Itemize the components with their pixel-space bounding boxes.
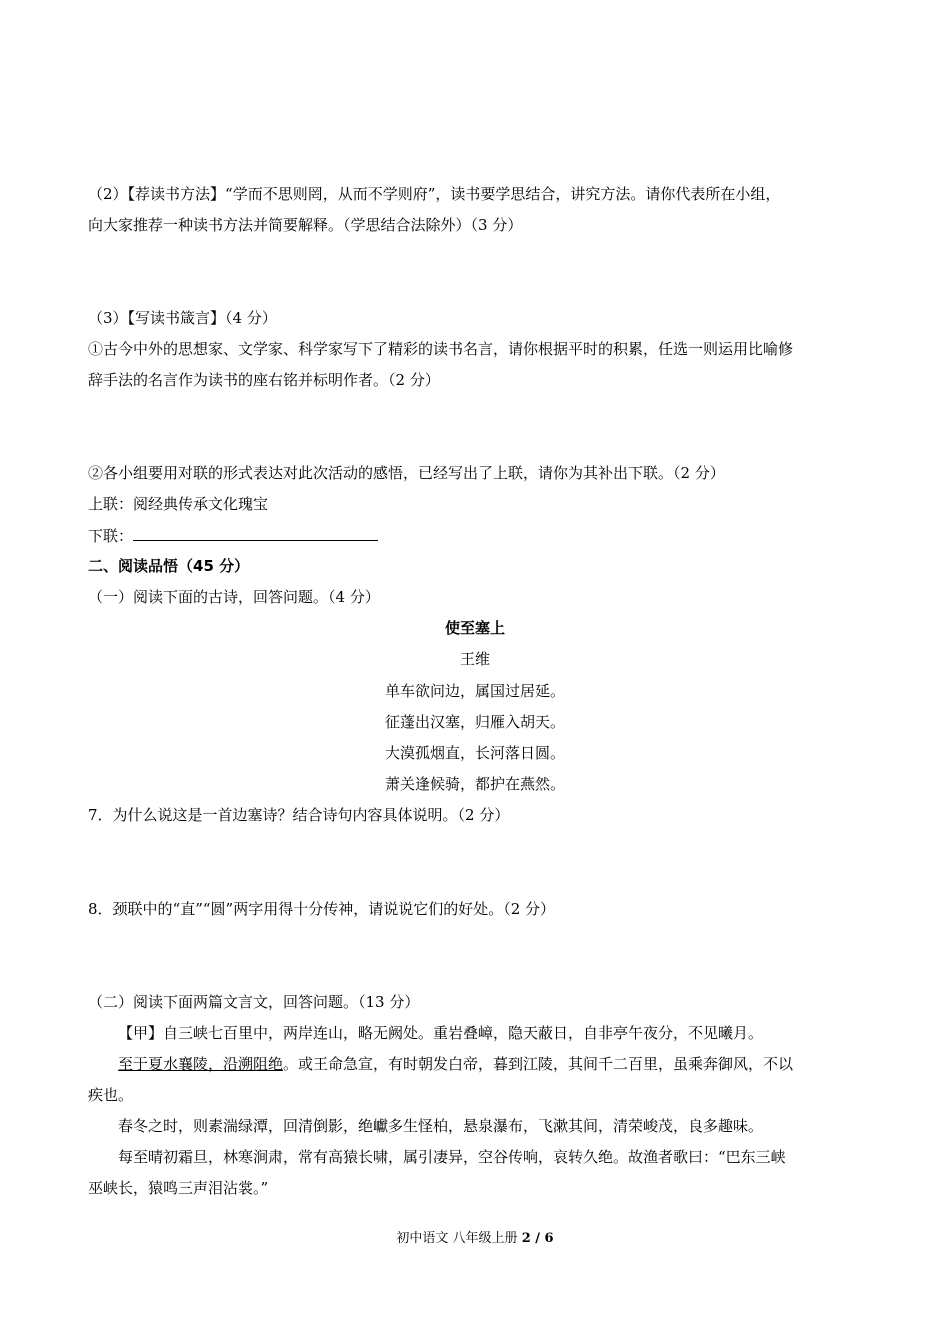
footer-text: 初中语文 八年级上册 [396,1231,522,1246]
q6-3-title: （3）【写读书箴言】（4 分） [88,309,277,327]
poem-line: 征蓬出汉塞，归雁入胡天。 [384,713,565,731]
upper-couplet: 上联：阅经典传承文化瑰宝 [88,495,269,513]
q6-3-sub1-line2: 辞手法的名言作为读书的座右铭并标明作者。（2 分） [88,371,440,389]
page-footer [0,1227,950,1246]
lower-couplet [88,525,378,545]
jia-paragraph-1: 【甲】自三峡七百里中，两岸连山，略无阙处。重岩叠嶂，隐天蔽日，自非亭午夜分，不见曦月。 [118,1024,764,1042]
q6-2-line1: （2）【荐读书方法】“学而不思则罔，从而不学则府”，读书要学思结合，讲究方法。请你代表所在小组， [88,185,781,203]
q6-2-line2: 向大家推荐一种读书方法并简要解释。（学思结合法除外）（3 分） [88,216,523,234]
page-number: 2 / 6 [521,1231,554,1246]
poem-line: 萧关逢候骑，都护在燕然。 [384,775,565,793]
section-heading: 二、阅读品悟（45 分） [88,557,250,575]
q6-3-sub2: ②各小组要用对联的形式表达对此次活动的感悟，已经写出了上联，请你为其补出下联。（2 分） [88,464,725,482]
poem-author: 王维 [459,650,490,668]
jia-paragraph-4: 每至晴初霜旦，林寒涧肃，常有高猿长啸，属引凄异，空谷传响，哀转久绝。故渔者歌曰：“巴东三峡 [118,1148,786,1166]
part1-intro: （一）阅读下面的古诗，回答问题。（4 分） [88,588,380,606]
q6-3-sub1-line1: ①古今中外的思想家、文学家、科学家写下了精彩的读书名言，请你根据平时的积累，任选一则运用比喻修 [88,340,794,358]
answer-blank[interactable] [133,525,378,541]
poem-title: 使至塞上 [444,619,505,637]
question-7: 7．为什么说这是一首边塞诗？结合诗句内容具体说明。（2 分） [88,806,510,824]
jia-paragraph-3: 春冬之时，则素湍绿潭，回清倒影，绝巘多生怪柏，悬泉瀑布，飞漱其间，清荣峻茂，良多趣味。 [118,1117,764,1135]
poem-line: 大漠孤烟直，长河落日圆。 [384,744,565,762]
underlined-sentence: 至于夏水襄陵，沿溯阻绝 [118,1055,284,1073]
jia-paragraph-4-cont: 巫峡长，猿鸣三声泪沾裳。” [88,1179,269,1197]
part2-intro: （二）阅读下面两篇文言文，回答问题。（13 分） [88,993,420,1011]
poem-line: 单车欲问边，属国过居延。 [384,682,565,700]
jia-paragraph-2-cont: 疾也。 [88,1086,134,1104]
question-8: 8．颈联中的“直”“圆”两字用得十分传神，请说说它们的好处。（2 分） [88,900,556,918]
lower-couplet-label: 下联： [88,527,134,545]
jia-paragraph-2 [118,1054,793,1074]
jia-paragraph-2-rest: 。或王命急宣，有时朝发白帝，暮到江陵，其间千二百里，虽乘奔御风，不以 [283,1055,794,1073]
